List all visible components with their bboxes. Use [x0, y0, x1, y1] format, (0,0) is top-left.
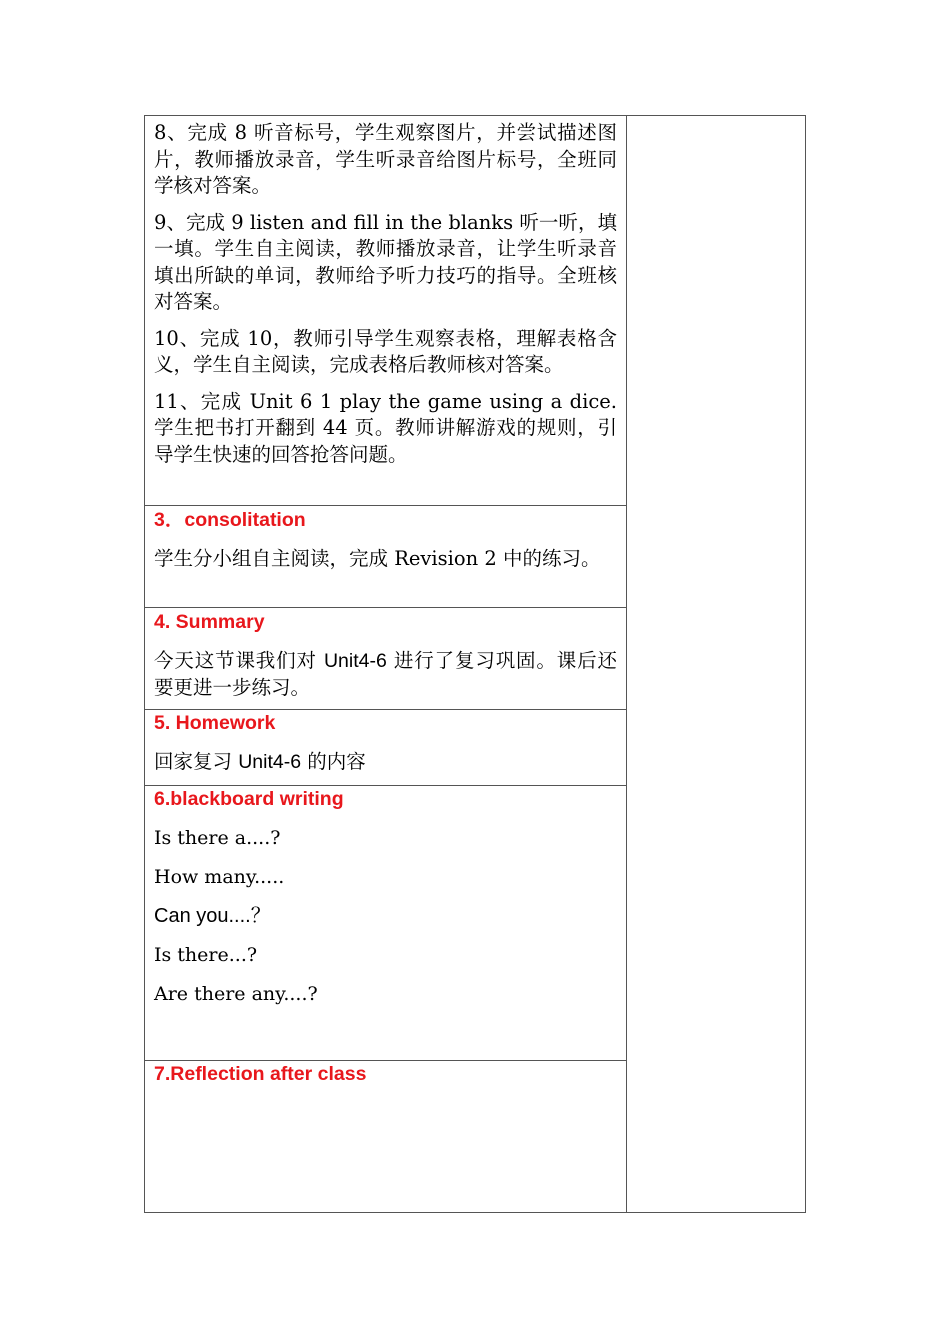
- consolidation-cell: [145, 507, 626, 573]
- blackboard-line: Are there any....?: [154, 983, 318, 1005]
- column-divider: [626, 116, 627, 1212]
- row-divider: [145, 505, 626, 506]
- blackboard-cell: [145, 786, 626, 1007]
- consolidation-text: 学生分小组自主阅读，完成 Revision 2 中的练习。: [154, 547, 601, 570]
- step-11: 11、完成 Unit 6 1 play the game using a dice.学生把书打开翻到 44 页。教师讲解游戏的规则，引导学生快速的回答抢答问题。: [154, 389, 617, 466]
- homework-text: 回家复习 Unit4-6 的内容: [154, 750, 366, 773]
- step-10: 10、完成 10，教师引导学生观察表格，理解表格含义，学生自主阅读，完成表格后教师核对答案。: [154, 326, 617, 376]
- reflection-heading: 7.Reflection after class: [154, 1063, 367, 1085]
- summary-heading: 4. Summary: [154, 611, 265, 633]
- lesson-plan-table: [144, 115, 806, 1213]
- step-8: 8、完成 8 听音标号，学生观察图片，并尝试描述图片，教师播放录音，学生听录音给图片标号，全班同学核对答案。: [154, 121, 617, 197]
- blackboard-line: Is there a....?: [154, 827, 281, 849]
- reflection-cell: [145, 1061, 626, 1087]
- summary-text: 今天这节课我们对 Unit4-6 进行了复习巩固。课后还要更进一步练习。: [154, 649, 617, 699]
- homework-heading: 5. Homework: [154, 712, 276, 734]
- step-9: 9、完成 9 listen and fill in the blanks 听一听，填一填。学生自主阅读，教师播放录音，让学生听录音填出所缺的单词，教师给予听力技巧的指导。全班核对答案。: [154, 210, 617, 313]
- blackboard-line: How many.....: [154, 866, 285, 888]
- homework-cell: [145, 710, 626, 776]
- row-divider: [145, 607, 626, 608]
- consolidation-heading: 3．consolitation: [154, 509, 306, 531]
- summary-cell: [145, 609, 626, 701]
- steps-cell: [145, 120, 626, 468]
- blackboard-line: Can you....？: [154, 905, 271, 927]
- blackboard-heading: 6.blackboard writing: [154, 788, 344, 810]
- blackboard-line: Is there...?: [154, 944, 258, 966]
